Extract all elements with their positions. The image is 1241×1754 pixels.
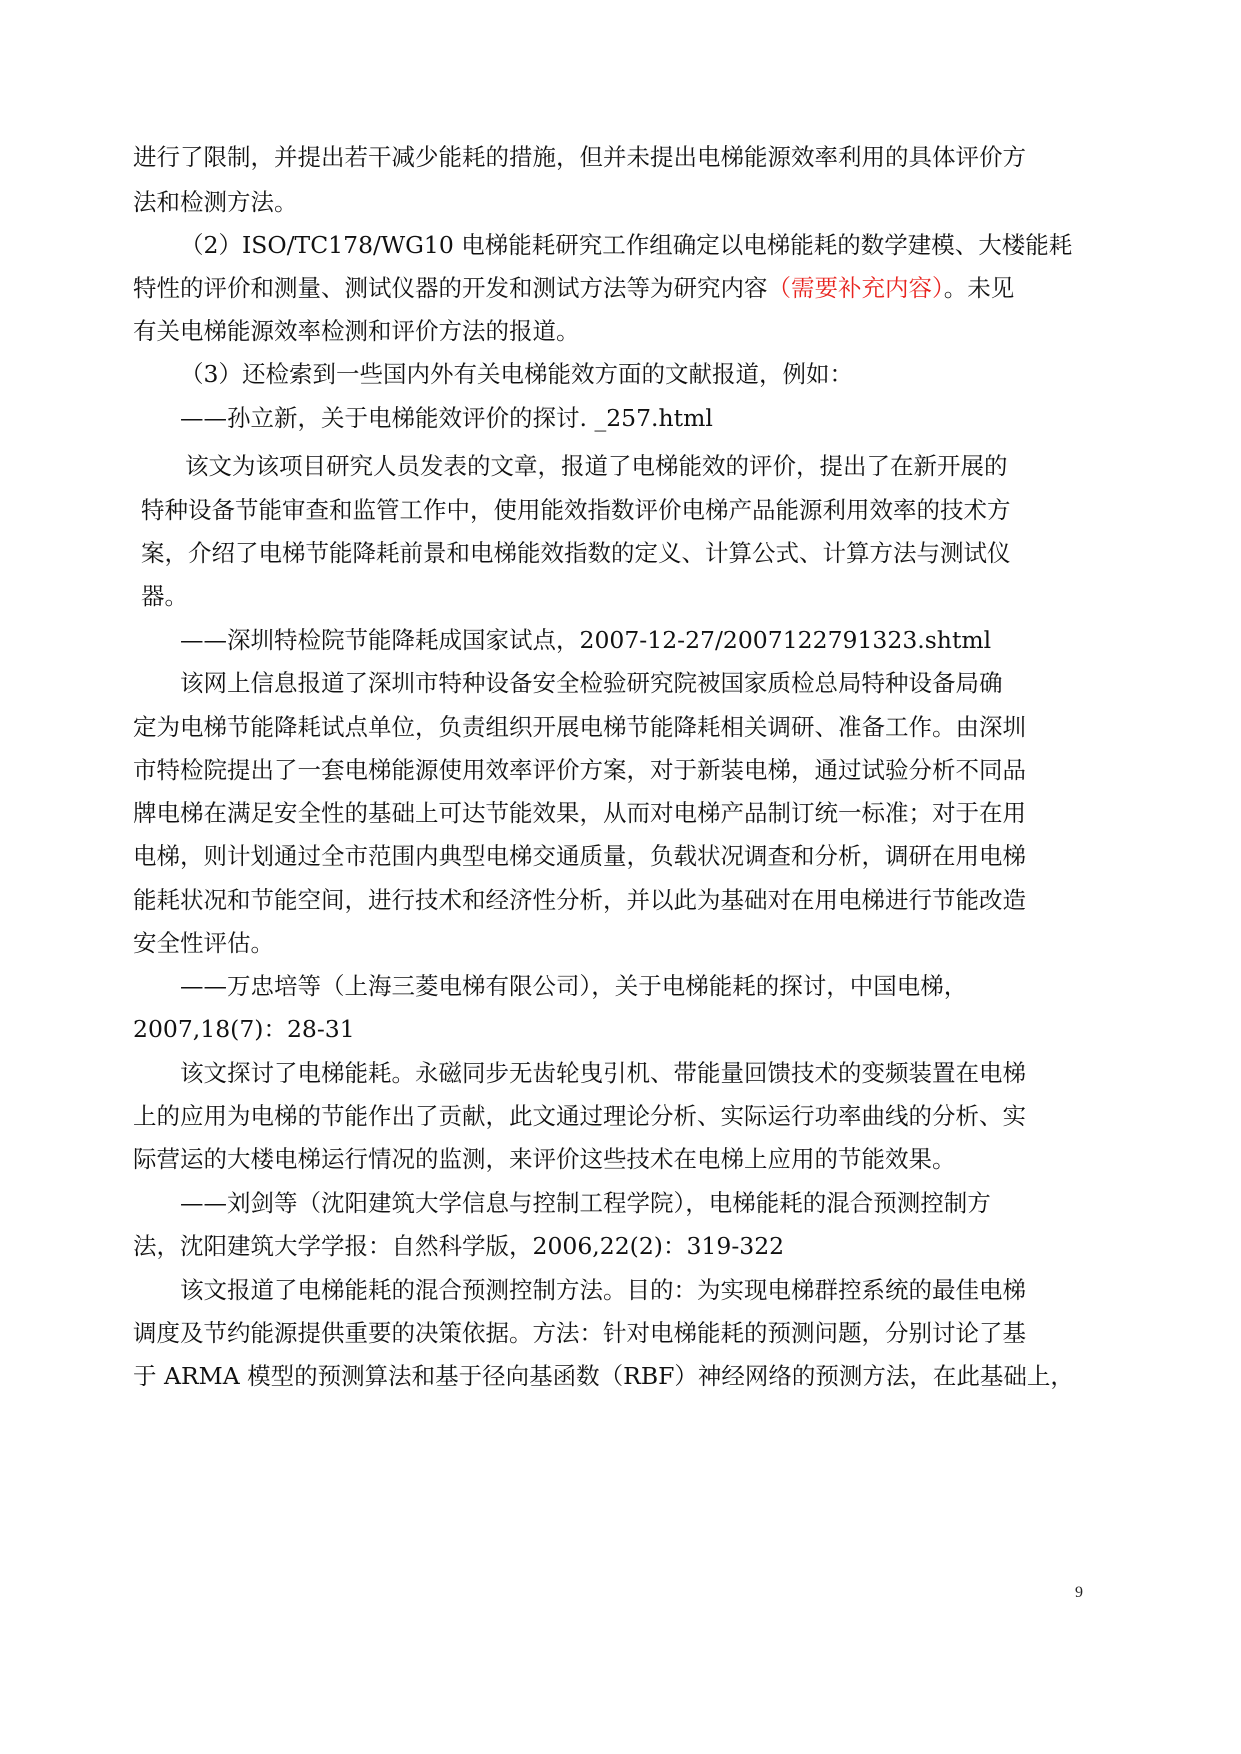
text-line: 有关电梯能源效率检测和评价方法的报道。 [133, 317, 580, 345]
text-line: 2007,18(7)：28-31 [133, 1015, 355, 1043]
text-line: 该文报道了电梯能耗的混合预测控制方法。目的：为实现电梯群控系统的最佳电梯 [180, 1276, 1026, 1304]
text-line [133, 272, 1014, 304]
page-number: 9 [1075, 1584, 1083, 1601]
text-line: 安全性评估。 [133, 929, 274, 957]
text-line: 于 ARMA 模型的预测算法和基于径向基函数（RBF）神经网络的预测方法，在此基础上， [133, 1362, 1074, 1390]
text-line: 该文探讨了电梯能耗。永磁同步无齿轮曳引机、带能量回馈技术的变频装置在电梯 [180, 1059, 1026, 1087]
text-line: 该网上信息报道了深圳市特种设备安全检验研究院被国家质检总局特种设备局确 [180, 669, 1003, 697]
text-line: 际营运的大楼电梯运行情况的监测，来评价这些技术在电梯上应用的节能效果。 [133, 1145, 956, 1173]
reference-line: ——万忠培等（上海三菱电梯有限公司），关于电梯能耗的探讨，中国电梯， [180, 972, 968, 1000]
text-line: 该文为该项目研究人员发表的文章，报道了电梯能效的评价，提出了在新开展的 [185, 452, 1008, 480]
text-line: 法，沈阳建筑大学学报：自然科学版，2006,22(2)：319-322 [133, 1232, 785, 1260]
text-line: （3）还检索到一些国内外有关电梯能效方面的文献报道，例如： [180, 360, 853, 388]
text-line: 电梯，则计划通过全市范围内典型电梯交通质量，负载状况调查和分析，调研在用电梯 [133, 842, 1026, 870]
text-line: 定为电梯节能降耗试点单位，负责组织开展电梯节能降耗相关调研、准备工作。由深圳 [133, 713, 1026, 741]
text-line: 上的应用为电梯的节能作出了贡献，此文通过理论分析、实际运行功率曲线的分析、实 [133, 1102, 1026, 1130]
text-line: 器。 [141, 582, 188, 610]
reference-line: ——孙立新，关于电梯能效评价的探讨. _257.html [180, 404, 713, 432]
highlighted-note: （需要补充内容） [767, 274, 944, 302]
text-line: 牌电梯在满足安全性的基础上可达节能效果，从而对电梯产品制订统一标准；对于在用 [133, 799, 1026, 827]
text-line: （2）ISO/TC178/WG10 电梯能耗研究工作组确定以电梯能耗的数学建模、大楼能耗 [180, 231, 1073, 259]
reference-line: ——深圳特检院节能降耗成国家试点，2007-12-27/2007122791323.shtml [180, 626, 992, 654]
text-line: 调度及节约能源提供重要的决策依据。方法：针对电梯能耗的预测问题，分别讨论了基 [133, 1319, 1026, 1347]
reference-line: ——刘剑等（沈阳建筑大学信息与控制工程学院），电梯能耗的混合预测控制方 [180, 1189, 991, 1217]
text-line: 特种设备节能审查和监管工作中，使用能效指数评价电梯产品能源利用效率的技术方 [141, 496, 1011, 524]
text-span: 特性的评价和测量、测试仪器的开发和测试方法等为研究内容 [133, 274, 768, 302]
text-line: 能耗状况和节能空间，进行技术和经济性分析，并以此为基础对在用电梯进行节能改造 [133, 886, 1026, 914]
text-span: 。未见 [943, 274, 1015, 302]
text-line: 法和检测方法。 [133, 188, 298, 216]
text-line: 案，介绍了电梯节能降耗前景和电梯能效指数的定义、计算公式、计算方法与测试仪 [141, 539, 1011, 567]
text-line: 市特检院提出了一套电梯能源使用效率评价方案，对于新装电梯，通过试验分析不同品 [133, 756, 1026, 784]
text-line: 进行了限制，并提出若干减少能耗的措施，但并未提出电梯能源效率利用的具体评价方 [133, 143, 1026, 171]
